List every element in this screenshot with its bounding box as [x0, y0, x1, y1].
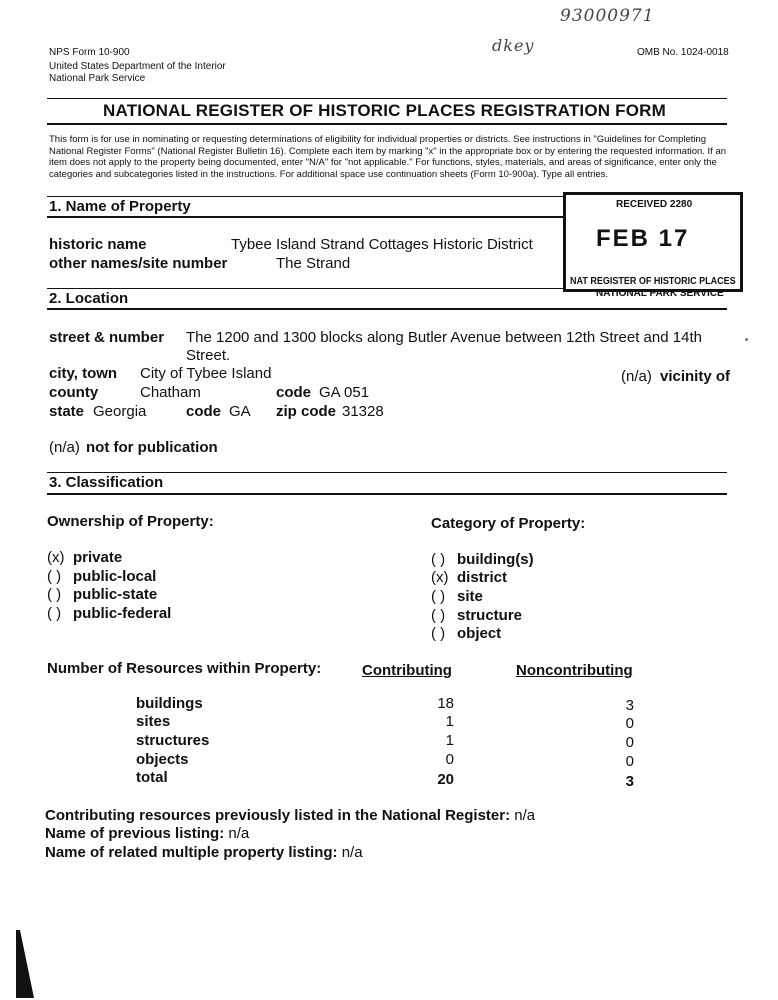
resource-contributing: 0: [445, 751, 454, 768]
street-value-line2: Street.: [186, 347, 231, 364]
category-mark: (x): [431, 569, 449, 586]
ownership-mark: ( ): [47, 568, 62, 585]
category-label: structure: [457, 607, 523, 624]
multiple-listing-line: [45, 844, 363, 861]
category-label: site: [457, 588, 483, 605]
section1-heading: 1. Name of Property: [49, 198, 191, 215]
street-label: street & number: [49, 329, 165, 346]
form-title: NATIONAL REGISTER OF HISTORIC PLACES REGISTRATION FORM: [103, 101, 667, 120]
previously-listed-label: Contributing resources previously listed in the National Register:: [45, 807, 511, 824]
county-code-value: GA 051: [319, 384, 370, 401]
resource-contributing: 18: [437, 695, 454, 712]
ownership-mark: ( ): [47, 605, 62, 622]
previously-listed-value: n/a: [514, 807, 536, 824]
agency: National Park Service: [49, 73, 146, 84]
vicinity-label: vicinity of: [660, 368, 731, 385]
section2-top-rule: [47, 288, 563, 289]
section3-bottom-rule: [47, 493, 727, 495]
previous-listing-label: Name of previous listing:: [45, 825, 225, 842]
category-label: object: [457, 625, 502, 642]
resource-contributing: 1: [445, 732, 454, 749]
category-heading: Category of Property:: [431, 515, 586, 532]
vicinity-prefix: (n/a): [621, 368, 652, 385]
ownership-heading: Ownership of Property:: [47, 513, 214, 530]
resource-contributing: 1: [445, 713, 454, 730]
stamp-line1: NAT REGISTER OF HISTORIC PLACES: [570, 276, 736, 287]
section2-bottom-rule: [47, 308, 727, 310]
ownership-label: public-state: [73, 586, 158, 603]
department: United States Department of the Interior: [49, 61, 226, 72]
resource-noncontributing: 0: [625, 734, 634, 751]
scan-speck: [745, 338, 748, 341]
state-code-value: GA: [229, 403, 251, 420]
resource-noncontributing: 0: [625, 753, 634, 770]
category-mark: ( ): [431, 551, 446, 568]
county-code-label: code: [276, 384, 312, 401]
category-label: building(s): [457, 551, 534, 568]
resource-label: buildings: [136, 695, 203, 712]
county-value: Chatham: [140, 384, 201, 401]
ownership-mark: ( ): [47, 586, 62, 603]
handwritten-initials: dkey: [492, 36, 535, 55]
resource-label: sites: [136, 713, 171, 730]
not-for-publication-label: not for publication: [86, 439, 218, 456]
section3-heading: 3. Classification: [49, 474, 164, 491]
city-label: city, town: [49, 365, 118, 382]
category-mark: ( ): [431, 625, 446, 642]
resource-total-label: total: [136, 769, 168, 786]
contributing-column-header: Contributing: [362, 662, 452, 679]
other-names-value: The Strand: [276, 255, 351, 272]
section3-top-rule: [47, 472, 727, 473]
form-number: NPS Form 10-900: [49, 47, 130, 58]
ownership-label: public-federal: [73, 605, 172, 622]
omb-number: OMB No. 1024-0018: [637, 47, 729, 58]
instructions: This form is for use in nominating or requesting determinations of eligibility for individual properties or districts. See instructions in "Guidelines for Completing National Register Forms" (National Register Bulletin 16). Complete each item by marking "x" in the appropriate box or by entering the requested information. If an item does not apply to the property being documented, enter "N/A" for "not applicable." For functions, styles, materials, and areas of significance, enter only the categories and subcategories listed in the instructions. For additional space use continuation sheets (Form 10-900a). Type all entries.: [49, 134, 727, 180]
scan-edge-mark: [8, 930, 38, 1000]
resource-total-noncontributing: 3: [625, 773, 634, 790]
section1-bottom-rule: [47, 216, 563, 218]
noncontributing-column-header: Noncontributing: [516, 662, 633, 679]
category-label: district: [457, 569, 508, 586]
historic-name-value: Tybee Island Strand Cottages Historic District: [231, 236, 533, 253]
previously-listed-line: [45, 807, 535, 824]
resources-heading: Number of Resources within Property:: [47, 660, 322, 677]
resource-noncontributing: 3: [625, 697, 634, 714]
city-value: City of Tybee Island: [140, 365, 272, 382]
historic-name-label: historic name: [49, 236, 147, 253]
category-mark: ( ): [431, 588, 446, 605]
previous-listing-value: n/a: [228, 825, 250, 842]
zip-value: 31328: [342, 403, 384, 420]
category-mark: ( ): [431, 607, 446, 624]
title-bottom-rule: [47, 123, 727, 125]
stamp-line2: NATIONAL PARK SERVICE: [596, 288, 724, 299]
section1-top-rule: [47, 196, 563, 197]
resource-noncontributing: 0: [625, 715, 634, 732]
ownership-label: private: [73, 549, 123, 566]
section2-heading: 2. Location: [49, 290, 129, 307]
ownership-mark: (x): [47, 549, 65, 566]
not-for-publication-prefix: (n/a): [49, 439, 80, 456]
street-value-line1: The 1200 and 1300 blocks along Butler Avenue between 12th Street and 14th: [186, 329, 702, 346]
title-top-rule: [47, 98, 727, 99]
multiple-listing-label: Name of related multiple property listing:: [45, 844, 338, 861]
handwritten-reference-number: 93000971: [560, 6, 655, 26]
state-code-label: code: [186, 403, 222, 420]
resource-label: objects: [136, 751, 189, 768]
state-value: Georgia: [93, 403, 147, 420]
stamp-date: FEB 17: [596, 225, 690, 252]
resource-total-contributing: 20: [437, 771, 454, 788]
other-names-label: other names/site number: [49, 255, 228, 272]
stamp-received: RECEIVED 2280: [616, 199, 693, 210]
state-label: state: [49, 403, 85, 420]
previous-listing-line: [45, 825, 249, 842]
county-label: county: [49, 384, 99, 401]
ownership-label: public-local: [73, 568, 157, 585]
zip-label: zip code: [276, 403, 337, 420]
multiple-listing-value: n/a: [341, 844, 363, 861]
resource-label: structures: [136, 732, 210, 749]
